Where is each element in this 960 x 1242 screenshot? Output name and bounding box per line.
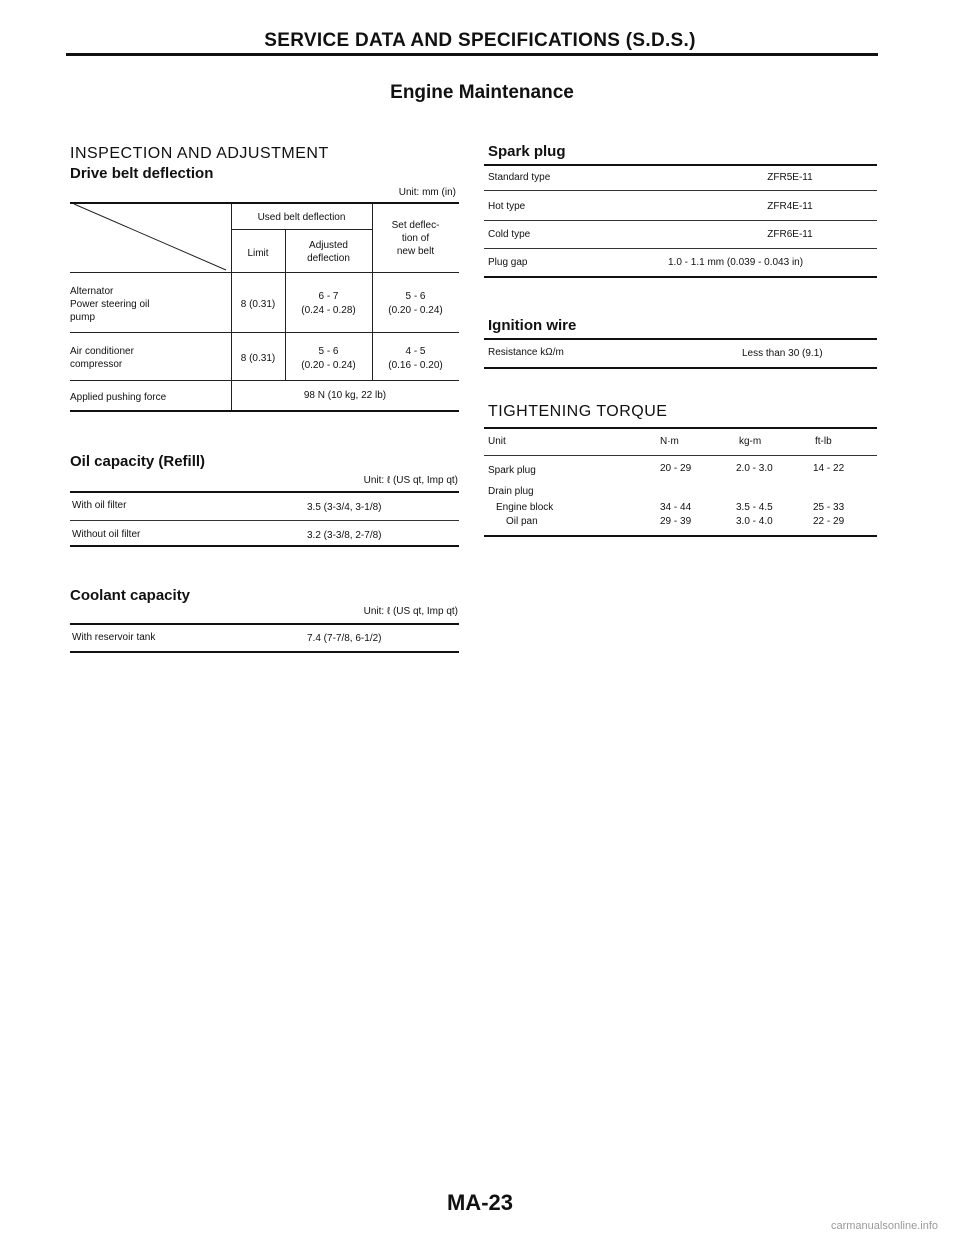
drive-belt-table bbox=[70, 202, 459, 412]
torque-row-label: Spark plug bbox=[488, 465, 536, 476]
oil-row-value: 3.5 (3-3/4, 3-1/8) bbox=[307, 502, 382, 513]
page-header-title: SERVICE DATA AND SPECIFICATIONS (S.D.S.) bbox=[264, 30, 696, 51]
torque-header-kgm: kg-m bbox=[739, 436, 762, 447]
drive-belt-title: Drive belt deflection bbox=[70, 165, 214, 182]
torque-row-nm: 29 - 39 bbox=[660, 516, 692, 527]
coolant-row-value: 7.4 (7-7/8, 6-1/2) bbox=[307, 633, 382, 644]
torque-row-kgm: 3.0 - 4.0 bbox=[736, 516, 773, 527]
set-header-1: Set deflec- bbox=[391, 220, 440, 231]
used-belt-header: Used belt deflection bbox=[257, 212, 346, 223]
adjusted-header-2: deflection bbox=[307, 253, 350, 264]
torque-row-nm: 34 - 44 bbox=[660, 502, 692, 513]
spark-row-label: Hot type bbox=[488, 201, 526, 212]
row-alternator-name-3: pump bbox=[70, 312, 96, 323]
torque-row-kgm: 2.0 - 3.0 bbox=[736, 463, 773, 474]
oil-table-top-rule bbox=[70, 491, 459, 493]
section-title-inspection: INSPECTION AND ADJUSTMENT bbox=[70, 145, 329, 162]
push-force-value: 98 N (10 kg, 22 lb) bbox=[303, 390, 387, 401]
spark-table-bottom-rule bbox=[484, 276, 877, 278]
limit-header: Limit bbox=[247, 248, 269, 259]
spark-row-divider bbox=[484, 220, 877, 221]
set-header-3: new belt bbox=[396, 246, 435, 257]
ignition-label: Resistance kΩ/m bbox=[488, 347, 564, 358]
spark-row-label: Plug gap bbox=[488, 257, 528, 268]
row-alternator-adj-1: 6 - 7 bbox=[318, 291, 339, 302]
torque-table-bottom-rule bbox=[484, 535, 877, 537]
diagonal-divider bbox=[70, 202, 231, 272]
row-alternator-limit: 8 (0.31) bbox=[240, 299, 276, 310]
coolant-capacity-unit: Unit: ℓ (US qt, Imp qt) bbox=[363, 606, 458, 617]
spark-row-label: Standard type bbox=[488, 172, 551, 183]
set-header-2: tion of bbox=[401, 233, 430, 244]
coolant-capacity-title: Coolant capacity bbox=[70, 587, 191, 604]
oil-row-divider bbox=[70, 520, 459, 521]
row-ac-set-2: (0.16 - 0.20) bbox=[388, 360, 443, 371]
spark-table-top-rule bbox=[484, 164, 877, 166]
torque-header-nm: N·m bbox=[660, 436, 679, 447]
row-ac-set-1: 4 - 5 bbox=[405, 346, 426, 357]
ignition-value: Less than 30 (9.1) bbox=[742, 348, 823, 359]
ignition-table-bottom-rule bbox=[484, 367, 877, 369]
torque-drain-label: Drain plug bbox=[488, 486, 534, 497]
torque-row-nm: 20 - 29 bbox=[660, 463, 692, 474]
torque-row-ftlb: 22 - 29 bbox=[813, 516, 845, 527]
row-alternator-set-2: (0.20 - 0.24) bbox=[388, 305, 443, 316]
row-ac-adj-2: (0.20 - 0.24) bbox=[301, 360, 356, 371]
drive-belt-unit: Unit: mm (in) bbox=[398, 187, 456, 198]
row-ac-adj-1: 5 - 6 bbox=[318, 346, 339, 357]
spark-row-value: 1.0 - 1.1 mm (0.039 - 0.043 in) bbox=[668, 257, 804, 268]
oil-capacity-unit: Unit: ℓ (US qt, Imp qt) bbox=[363, 475, 458, 486]
spark-row-value: ZFR6E-11 bbox=[767, 229, 813, 240]
oil-capacity-title: Oil capacity (Refill) bbox=[70, 453, 206, 470]
coolant-table-top-rule bbox=[70, 623, 459, 625]
coolant-table-bottom-rule bbox=[70, 651, 459, 653]
row-ac-limit: 8 (0.31) bbox=[240, 353, 276, 364]
row-alternator-adj-2: (0.24 - 0.28) bbox=[301, 305, 356, 316]
ignition-wire-title: Ignition wire bbox=[488, 317, 577, 334]
ignition-table-top-rule bbox=[484, 338, 877, 340]
tightening-torque-title: TIGHTENING TORQUE bbox=[488, 403, 668, 420]
row-ac-name-1: Air conditioner bbox=[70, 346, 134, 357]
spark-row-value: ZFR4E-11 bbox=[767, 201, 813, 212]
torque-header-unit: Unit bbox=[488, 436, 506, 447]
torque-header-ftlb: ft-lb bbox=[815, 436, 832, 447]
oil-row-value: 3.2 (3-3/8, 2-7/8) bbox=[307, 530, 382, 541]
oil-table-bottom-rule bbox=[70, 545, 459, 547]
row-alternator-name-2: Power steering oil bbox=[70, 299, 150, 310]
adjusted-header-1: Adjusted bbox=[309, 240, 348, 251]
spark-row-divider bbox=[484, 190, 877, 191]
torque-row-label: Oil pan bbox=[506, 516, 538, 527]
page-subtitle: Engine Maintenance bbox=[390, 82, 574, 103]
spark-row-label: Cold type bbox=[488, 229, 531, 240]
spark-plug-title: Spark plug bbox=[488, 143, 566, 160]
page-number: MA-23 bbox=[446, 1190, 513, 1215]
torque-row-kgm: 3.5 - 4.5 bbox=[736, 502, 773, 513]
row-alternator-set-1: 5 - 6 bbox=[405, 291, 426, 302]
oil-row-label: Without oil filter bbox=[72, 529, 141, 540]
row-ac-name-2: compressor bbox=[70, 359, 123, 370]
header-rule bbox=[66, 53, 878, 56]
torque-header-divider bbox=[484, 455, 877, 456]
coolant-row-label: With reservoir tank bbox=[72, 632, 156, 643]
oil-row-label: With oil filter bbox=[72, 500, 127, 511]
spark-row-value: ZFR5E-11 bbox=[767, 172, 813, 183]
torque-table-top-rule bbox=[484, 427, 877, 429]
torque-row-ftlb: 25 - 33 bbox=[813, 502, 845, 513]
watermark: carmanualsonline.info bbox=[830, 1220, 938, 1232]
torque-row-label: Engine block bbox=[496, 502, 554, 513]
torque-row-ftlb: 14 - 22 bbox=[813, 463, 845, 474]
spark-row-divider bbox=[484, 248, 877, 249]
push-force-label: Applied pushing force bbox=[70, 392, 167, 403]
row-alternator-name-1: Alternator bbox=[70, 286, 114, 297]
